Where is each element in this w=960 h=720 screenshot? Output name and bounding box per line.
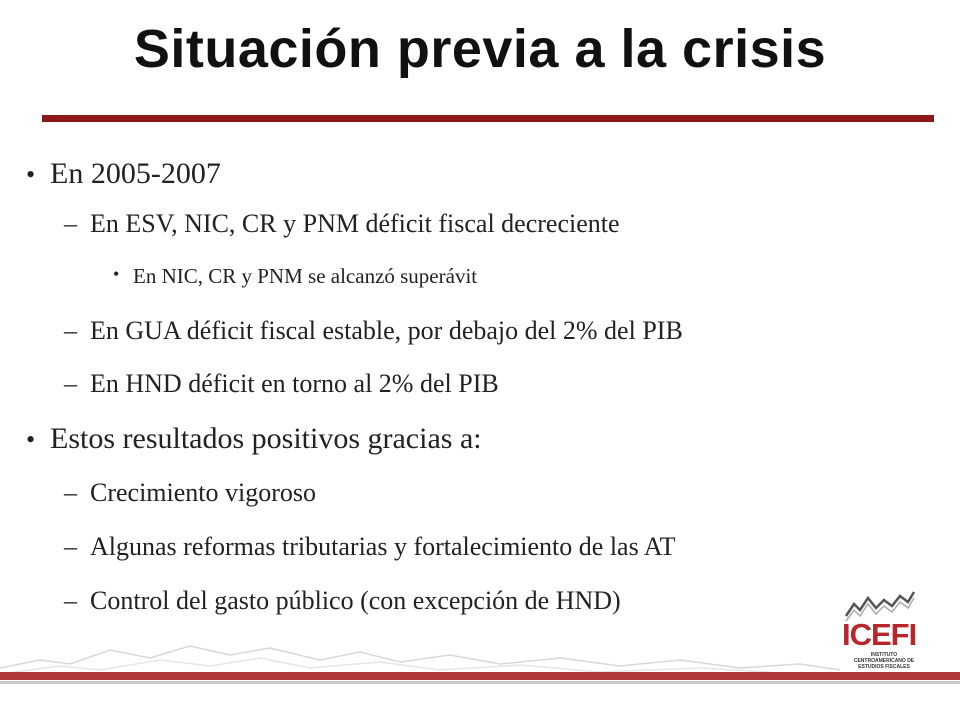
dash-marker: – [64, 369, 77, 398]
sub-item-3: En HND déficit en torno al 2% del PIB [90, 369, 499, 398]
mountains-decoration [0, 600, 960, 680]
bullet-marker: • [113, 264, 120, 284]
bullet-marker: • [26, 425, 36, 454]
bullet-item-2: Estos resultados positivos gracias a: [50, 422, 482, 455]
logo-subtitle: INSTITUTO CENTROAMERICANO DE ESTUDIOS FISCALES [853, 652, 915, 670]
footer-line [0, 681, 960, 684]
slide-title: Situación previa a la crisis [133, 19, 827, 79]
bullet-item-1: En 2005-2007 [50, 157, 221, 190]
logo-wordmark: ICEFI [842, 617, 917, 652]
sub-item-4: Crecimiento vigoroso [90, 478, 317, 507]
sub-item-2: En GUA déficit fiscal estable, por debajo del 2% del PIB [90, 316, 683, 345]
dash-marker: – [64, 478, 77, 507]
sub-item-1: En ESV, NIC, CR y PNM déficit fiscal decreciente [90, 209, 620, 238]
sub-sub-item-1: En NIC, CR y PNM se alcanzó superávit [133, 264, 478, 288]
dash-marker: – [64, 586, 77, 615]
footer-band [0, 672, 960, 680]
dash-marker: – [64, 316, 77, 345]
dash-marker: – [64, 532, 77, 561]
bullet-marker: • [26, 160, 36, 189]
sub-item-6: Control del gasto público (con excepción de HND) [90, 586, 621, 615]
sub-item-5: Algunas reformas tributarias y fortalecimiento de las AT [90, 532, 676, 561]
dash-marker: – [64, 209, 77, 238]
